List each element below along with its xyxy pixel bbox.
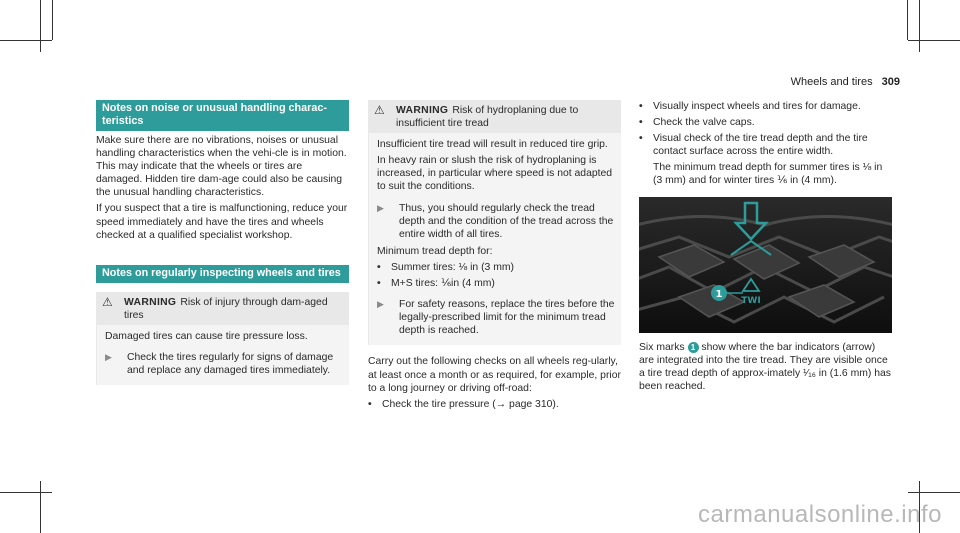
paragraph: If you suspect that a tire is malfunctioning, reduce your speed immediately and have the tires and wheels checked at a qualified specialist workshop. — [96, 203, 348, 241]
checks-list — [368, 398, 621, 411]
arrow-right-icon: ▶ — [105, 352, 112, 363]
warning-title: Risk of hydroplaning due to insufficient tire tread — [396, 105, 579, 130]
checks-list — [639, 100, 892, 158]
warning-text: Damaged tires can cause tire pressure loss. — [105, 330, 308, 342]
warning-triangle-icon: ⚠ — [102, 294, 113, 309]
crop-mark — [908, 492, 960, 493]
list-item: • Visually inspect wheels and tires for damage. — [639, 101, 861, 112]
warning-text: Insufficient tire tread will result in reduced tire grip. — [377, 139, 608, 151]
bullet-icon: • — [377, 261, 381, 273]
callout-number: 1 — [715, 288, 723, 300]
column-1 — [96, 100, 349, 385]
warning-header — [368, 100, 621, 133]
crop-mark — [908, 40, 960, 41]
column-2 — [368, 100, 621, 414]
list-item: • Check the valve caps. — [639, 117, 755, 129]
watermark: carmanualsonline.info — [698, 501, 942, 528]
section-heading-noise: Notes on noise or unusual handling charac- teristics — [96, 100, 349, 131]
action-text: Thus, you should regularly check the tread depth and the condition of the tread across the entire width of all tires. — [399, 202, 614, 240]
min-depth-label: Minimum tread depth for: — [377, 245, 493, 257]
header-section: Wheels and tires — [790, 76, 873, 88]
list-item: • Check the tire pressure (→ page 310). — [368, 398, 559, 410]
image-caption: Six marks 1 show where the bar indicators (arrow) are integrated into the tire tread. They are visible once a tire tread depth of approx-imately ¹⁄₁₆ in (1.6 mm) has been reached. — [639, 341, 891, 392]
bullet-icon: • — [639, 133, 643, 145]
warning-text: In heavy rain or slush the risk of hydroplaning is increased, in particular where speed is not adapted to suit the conditions. — [377, 155, 613, 193]
action-step — [377, 298, 615, 337]
crop-mark — [0, 40, 52, 41]
column-3 — [639, 100, 892, 396]
callout-marker-icon: 1 — [688, 342, 699, 353]
warning-label: WARNING — [396, 105, 449, 116]
paragraph: Make sure there are no vibrations, noises or unusual handling characteristics when the vehi-cle is in motion. This may indicate that the wheels or tires are damaged. Hidden tire dam-age could also be causing the unusual handling characteristics. — [96, 135, 347, 199]
crop-mark — [919, 0, 920, 52]
bullet-icon: • — [368, 398, 372, 410]
warning-box-injury — [96, 292, 349, 385]
paragraph: Carry out the following checks on all wheels reg-ularly, at least once a month or as required, for example, prior to a long journey or driving off-road: — [368, 356, 621, 394]
crop-mark — [52, 0, 53, 40]
crop-mark — [0, 492, 52, 493]
arrow-right-icon: ▶ — [377, 202, 384, 213]
warning-box-hydroplaning — [368, 100, 621, 345]
list-item: • Visual check of the tire tread depth and the tire contact surface across the entire width. — [639, 133, 868, 158]
twi-badge: TWI — [741, 295, 761, 306]
tire-tread-image — [639, 197, 892, 333]
list-item: • Summer tires: ⅛ in (3 mm) — [377, 261, 514, 273]
min-depth-text: The minimum tread depth for summer tires is ⅛ in (3 mm) and for winter tires ⅙ in (4 mm). — [653, 162, 883, 187]
crop-mark — [40, 481, 41, 533]
page-number: 309 — [881, 76, 900, 88]
tire-tread-illustration — [639, 197, 892, 333]
warning-triangle-icon: ⚠ — [374, 103, 385, 117]
action-step — [377, 202, 615, 241]
bullet-icon: • — [377, 278, 381, 290]
warning-label: WARNING — [124, 296, 177, 308]
action-text: For safety reasons, replace the tires before the legally-prescribed limit for the minimum tread depth is reached. — [399, 299, 615, 337]
running-header — [791, 76, 900, 88]
warning-body — [96, 325, 349, 385]
action-step — [105, 351, 343, 377]
list-item: • M+S tires: ⅙in (4 mm) — [377, 278, 495, 290]
arrow-right-icon: ▶ — [377, 299, 384, 310]
action-text: Check the tires regularly for signs of damage and replace any damaged tires immediately. — [127, 352, 334, 377]
warning-header — [96, 292, 349, 325]
tread-depth-list — [377, 261, 615, 290]
warning-body — [368, 133, 621, 345]
bullet-icon: • — [639, 101, 643, 112]
warning-title: Risk of injury through dam-aged tires — [124, 296, 328, 321]
crop-mark — [40, 0, 41, 52]
section-heading-inspect: Notes on regularly inspecting wheels and tires — [96, 265, 349, 283]
crop-mark — [907, 0, 908, 40]
bullet-icon: • — [639, 117, 643, 129]
